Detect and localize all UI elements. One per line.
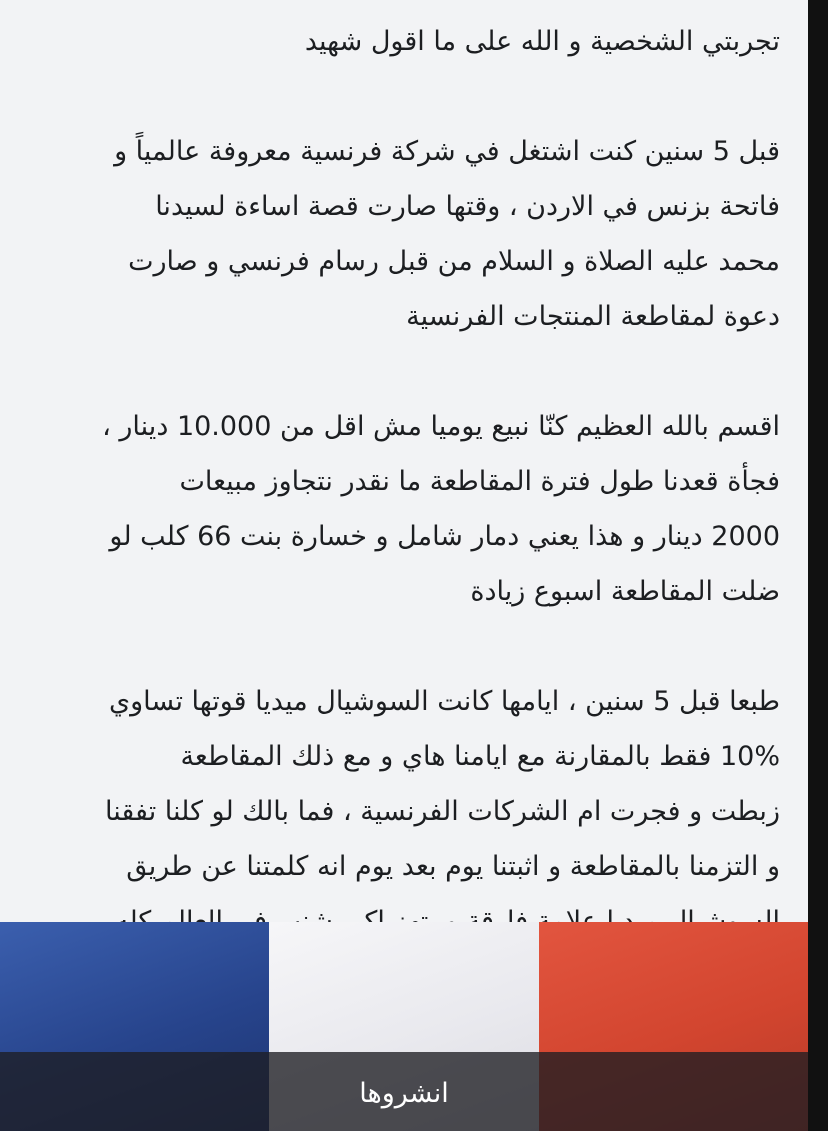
post-line: اقسم بالله العظيم كنّا نبيع يوميا مش اقل من 10.000 دينار ، <box>102 411 780 442</box>
screen-edge <box>808 0 828 1131</box>
post-line: زبطت و فجرت ام الشركات الفرنسية ، فما بالك لو كلنا تفقنا <box>105 796 780 827</box>
post-line: فاتحة بزنس في الاردن ، وقتها صارت قصة اساءة لسيدنا <box>155 191 780 222</box>
post-line: 10% فقط بالمقارنة مع ايامنا هاي و مع ذلك المقاطعة <box>180 741 780 772</box>
post-line: و التزمنا بالمقاطعة و اثبتنا يوم بعد يوم انه كلمتنا عن طريق <box>126 851 780 882</box>
post-line: فجأة قعدنا طول فترة المقاطعة ما نقدر نتجاوز مبيعات <box>179 466 780 497</box>
post-line: قبل 5 سنين كنت اشتغل في شركة فرنسية معروفة عالمياً و <box>114 136 780 167</box>
post-line: محمد عليه الصلاة و السلام من قبل رسام فرنسي و صارت <box>128 246 780 277</box>
post-paragraph-2 <box>22 399 780 619</box>
post-intro <box>22 14 780 69</box>
post-paragraph-1 <box>22 124 780 344</box>
post-line: دعوة لمقاطعة المنتجات الفرنسية <box>406 301 780 332</box>
post-line: ضلت المقاطعة اسبوع زيادة <box>470 576 780 607</box>
post-line: طبعا قبل 5 سنين ، ايامها كانت السوشيال ميديا قوتها تساوي <box>108 686 780 717</box>
image-caption: انشروها <box>359 1078 449 1109</box>
post-line: تجربتي الشخصية و الله على ما اقول شهيد <box>304 26 780 57</box>
post-line: 2000 دينار و هذا يعني دمار شامل و خسارة بنت 66 كلب لو <box>109 521 780 552</box>
